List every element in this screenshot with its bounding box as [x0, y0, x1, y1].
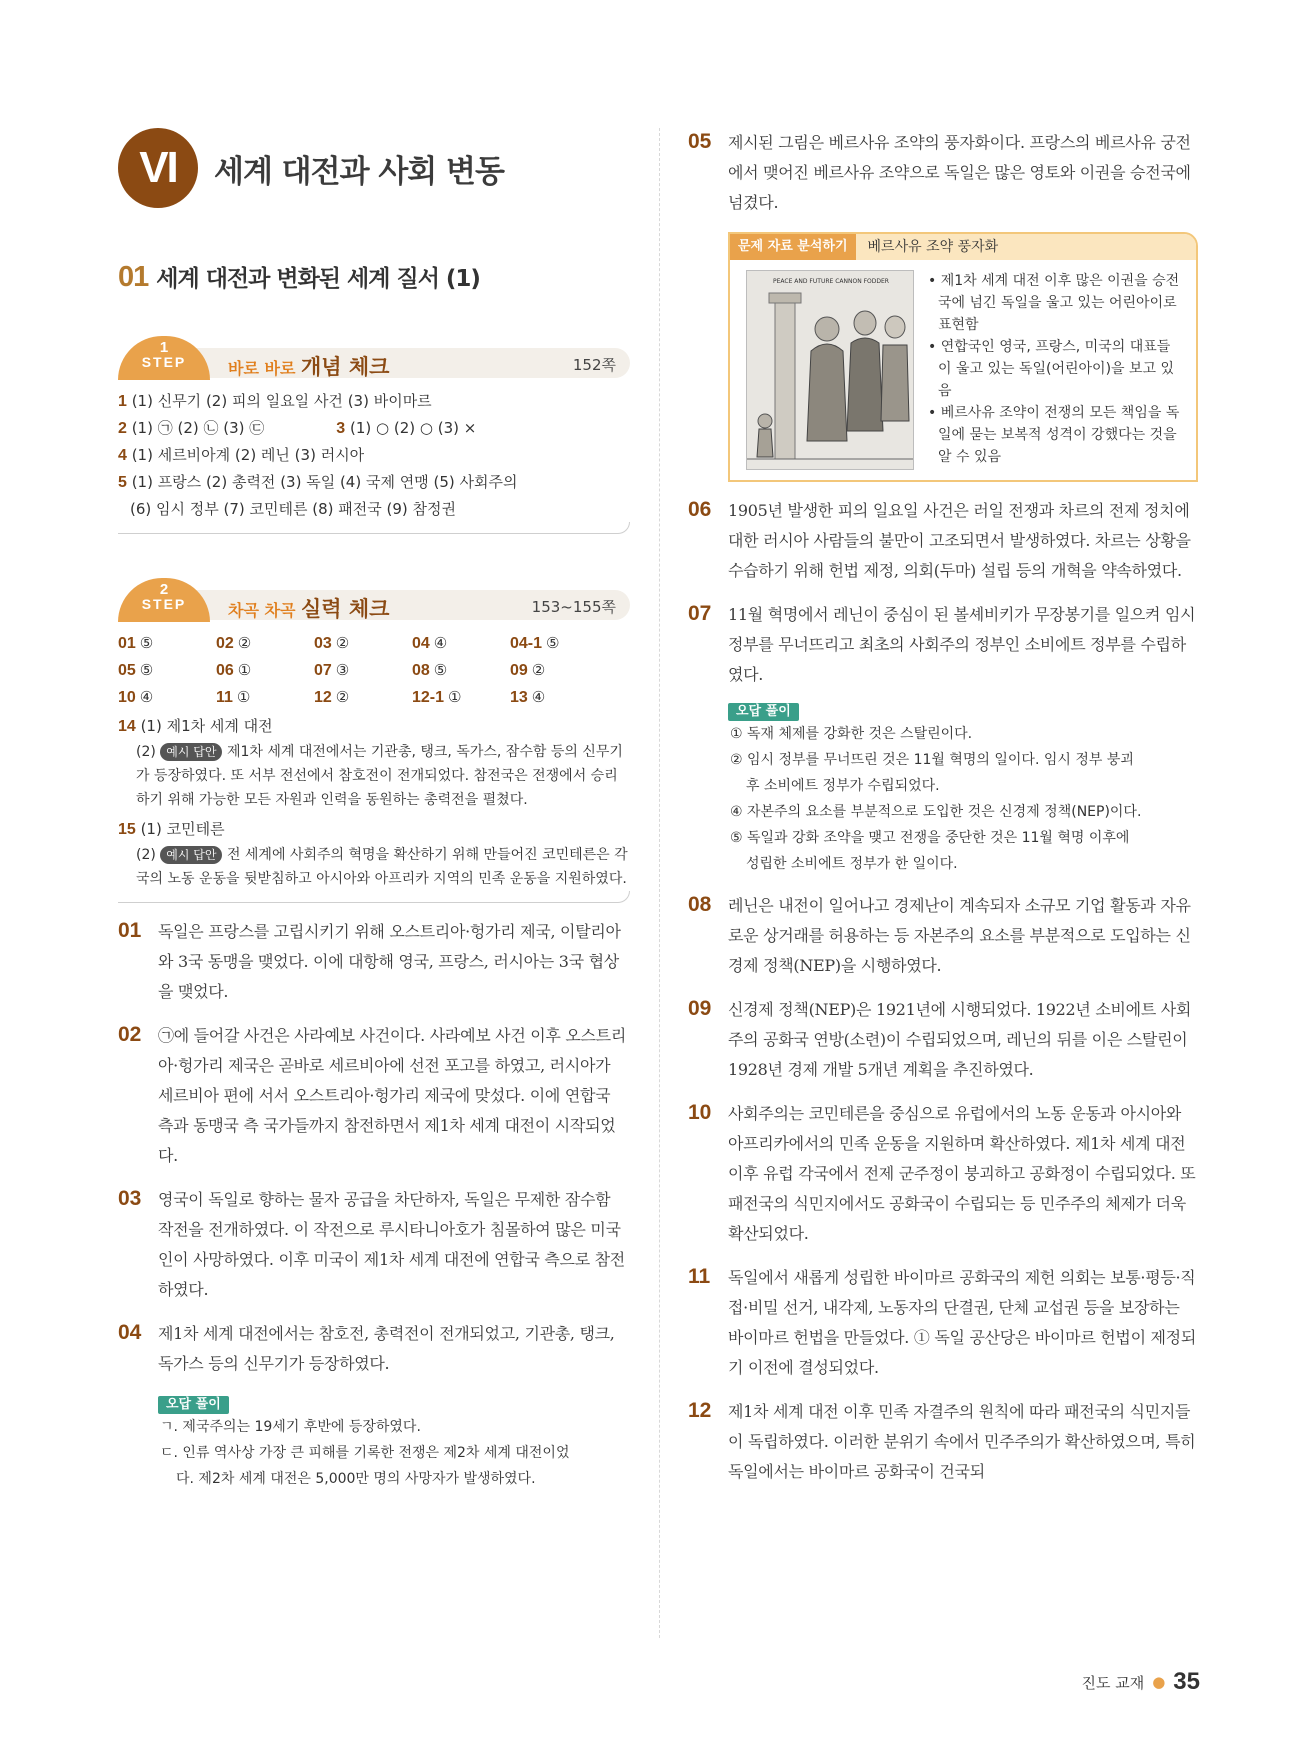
- grid-answer: [118, 657, 216, 684]
- odap-line: ① 독재 체제를 강화한 것은 스탈린이다.: [730, 726, 973, 742]
- grid-answer: [314, 657, 412, 684]
- answer-choice: ②: [335, 634, 350, 652]
- grid-answer: [510, 657, 608, 684]
- answer-line: [118, 442, 630, 469]
- answer-text: (1) ㉠ (2) ㉡ (3) ㉢: [131, 419, 265, 437]
- item-text: ㉠에 들어갈 사건은 사라예보 사건이다. 사라예보 사건 이후 오스트리아·헝가리 제국은 곧바로 세르비아에 선전 포고를 하였고, 러시아가 세르비아 편에 서서 오스트리아·헝가리 제국에 맞섰다. 이에 연합국 측과 동맹국 측 국가들까지 참전하면서 제1차 세계 대전이 시작되었다.: [158, 1026, 626, 1165]
- answer-line: [118, 469, 630, 496]
- right-column: [688, 128, 1198, 1487]
- right-explanations-a: [688, 128, 1198, 218]
- section-number: 01: [118, 261, 149, 293]
- odap-line: ② 임시 정부를 무너뜨린 것은 11월 혁명의 일이다. 임시 정부 붕괴: [730, 752, 1134, 768]
- example-answer-tag: 예시 답안: [160, 743, 222, 761]
- question-number: 09: [510, 662, 528, 679]
- answer-choice: ①: [237, 661, 252, 679]
- answer-choice: ⑤: [139, 661, 154, 679]
- answer-choice: ①: [448, 688, 462, 706]
- item-text: 영국이 독일로 향하는 물자 공급을 차단하자, 독일은 무제한 잠수함 작전을 전개하였다. 이 작전으로 루시타니아호가 침몰하여 많은 미국인이 사망하였다. 이후 미국이 제1차 세계 대전에 연합국 측으로 참전하였다.: [158, 1190, 625, 1299]
- odap-right: [688, 700, 1198, 877]
- question-number: 06: [216, 662, 234, 679]
- step2-label-pre: 차곡 차곡: [228, 601, 301, 620]
- explanation-item: [688, 995, 1198, 1085]
- analysis-header: [730, 234, 1196, 260]
- item-number: 05: [688, 130, 712, 153]
- analysis-bullet: • 제1차 세계 대전 이후 많은 이권을 승전국에 넘긴 독일을 울고 있는 어린아이로 표현함: [928, 270, 1182, 336]
- odap-tag: 오답 풀이: [158, 1396, 229, 1414]
- answer-text: (6) 임시 정부 (7) 코민테른 (8) 패전국 (9) 참정권: [130, 500, 456, 518]
- grid-answer: [510, 630, 608, 657]
- grid-answer: [314, 630, 412, 657]
- question-number: 13: [510, 689, 528, 706]
- item-number: 02: [118, 1023, 142, 1046]
- item-text: 사회주의는 코민테른을 중심으로 유럽에서의 노동 운동과 아시아와 아프리카에서의 민족 운동을 지원하며 확산하였다. 제1차 세계 대전 이후 유럽 각국에서 전제 군주정이 붕괴하고 공화정이 수립되었다. 또 패전국의 식민지에서도 공화국이 수립되는 등 민주주의 체제가 더욱 확산되었다.: [728, 1104, 1196, 1243]
- step1-border: [118, 522, 630, 534]
- question-number: 05: [118, 662, 136, 679]
- grid-answer: [314, 684, 412, 711]
- cartoon-drawing: [747, 271, 914, 470]
- q14-part2: [118, 740, 630, 812]
- answer-choice: ①: [236, 688, 251, 706]
- odap-line: 성립한 소비에트 정부가 한 일이다.: [746, 856, 958, 872]
- step1-label: [228, 351, 389, 381]
- explanation-item: [688, 1099, 1198, 1249]
- question-number: 12: [314, 689, 332, 706]
- answer-choice: ④: [531, 688, 546, 706]
- answer-text: (1) ○ (2) ○ (3) ×: [349, 419, 477, 437]
- grid-answer: [412, 657, 510, 684]
- answer-choice: ④: [139, 688, 154, 706]
- page-number: 35: [1173, 1668, 1200, 1695]
- q15-answer: 전 세계에 사회주의 혁명을 확산하기 위해 만들어진 코민테른은 각국의 노동 운동을 뒷받침하고 아시아와 아프리카 지역의 민족 운동을 지원하였다.: [136, 847, 628, 887]
- odap-line: ⑤ 독일과 강화 조약을 맺고 전쟁을 중단한 것은 11월 혁명 이후에: [730, 830, 1130, 846]
- answer-choice: ④: [433, 634, 448, 652]
- q15-part2: [118, 843, 630, 891]
- step2-page: 153~155쪽: [531, 598, 616, 616]
- item-text: 1905년 발생한 피의 일요일 사건은 러일 전쟁과 차르의 전제 정치에 대한 러시아 사람들의 불만이 고조되면서 발생하였다. 차르는 상황을 수습하기 위해 헌법 제정, 의회(두마) 설립 등의 개혁을 약속하였다.: [728, 501, 1191, 580]
- item-text: 레닌은 내전이 일어나고 경제난이 계속되자 소규모 기업 활동과 자유로운 상거래를 허용하는 등 자본주의 요소를 부분적으로 도입하는 신경제 정책(NEP)을 시행하였다.: [728, 896, 1191, 975]
- odap-line: 다. 제2차 세계 대전은 5,000만 명의 사망자가 발생하였다.: [176, 1471, 536, 1487]
- item-number: 01: [118, 919, 142, 942]
- item-text: 독일에서 새롭게 성립한 바이마르 공화국의 제헌 의회는 보통·평등·직접·비밀 선거, 내각제, 노동자의 단결권, 단체 교섭권 등을 보장하는 바이마르 헌법을 만들었다. ① 독일 공산당은 바이마르 헌법이 제정되기 이전에 결성되었다.: [728, 1268, 1196, 1377]
- odap-tag: 오답 풀이: [728, 703, 799, 721]
- question-number: 3: [336, 420, 346, 437]
- explanation-item: [118, 1021, 630, 1171]
- question-number: 5: [118, 474, 127, 491]
- odap-line: ㄱ. 제국주의는 19세기 후반에 등장하였다.: [160, 1419, 421, 1435]
- grid-answer: [216, 657, 314, 684]
- answer-line: [118, 388, 630, 415]
- step2-border: [118, 891, 630, 903]
- odap-left: [118, 1393, 630, 1492]
- step2-header: [118, 581, 630, 622]
- explanation-item: [688, 1397, 1198, 1487]
- analysis-bullet: • 연합국인 영국, 프랑스, 미국의 대표들이 울고 있는 독일(어린아이)을 보고 있음: [928, 336, 1182, 402]
- explanation-item: [688, 496, 1198, 586]
- answer-text: (1) 프랑스 (2) 총력전 (3) 독일 (4) 국제 연맹 (5) 사회주의: [131, 473, 518, 491]
- item-number: 11: [688, 1265, 711, 1288]
- explanation-item: [688, 1263, 1198, 1383]
- versailles-cartoon-image: [746, 270, 914, 470]
- step1-label-pre: 바로 바로: [228, 359, 301, 378]
- grid-answer: [118, 630, 216, 657]
- analysis-bullets: [928, 270, 1182, 470]
- step1-label-main: 개념 체크: [300, 355, 390, 379]
- item-number: 06: [688, 498, 712, 521]
- item-text: 11월 혁명에서 레닌이 중심이 된 볼셰비키가 무장봉기를 일으켜 임시 정부를 무너뜨리고 최초의 사회주의 정부인 소비에트 정부를 수립하였다.: [728, 605, 1196, 684]
- odap-line: 후 소비에트 정부가 수립되었다.: [746, 778, 940, 794]
- question-number: 2: [118, 420, 127, 437]
- step2-label: [228, 593, 389, 623]
- item-text: 제시된 그림은 베르사유 조약의 풍자화이다. 프랑스의 베르사유 궁전에서 맺어진 베르사유 조약으로 독일은 많은 영토와 이권을 승전국에 넘겼다.: [728, 133, 1191, 212]
- step2-number: 2: [159, 581, 169, 598]
- question-number: 12-1: [412, 689, 445, 706]
- answer-choice: ②: [237, 634, 252, 652]
- odap-line: ④ 자본주의 요소를 부분적으로 도입한 것은 신경제 정책(NEP)이다.: [730, 804, 1142, 820]
- right-explanations-b: [688, 496, 1198, 690]
- part-label: (2): [136, 744, 156, 760]
- section-title: 세계 대전과 변화된 세계 질서 (1): [156, 266, 480, 292]
- item-number: 12: [688, 1399, 712, 1422]
- question-number: 10: [118, 689, 136, 706]
- part-label: (2): [136, 847, 156, 863]
- question-number: 04: [412, 635, 430, 652]
- answer-choice: ⑤: [433, 661, 448, 679]
- question-number: 08: [412, 662, 430, 679]
- explanation-item: [118, 1319, 630, 1379]
- q14: [118, 713, 630, 740]
- step1-number: 1: [159, 339, 169, 356]
- question-number: 4: [118, 447, 127, 464]
- analysis-tag: 문제 자료 분석하기: [730, 234, 856, 260]
- answer-text: (1) 세르비아계 (2) 레닌 (3) 러시아: [131, 446, 365, 464]
- right-explanations-c: [688, 891, 1198, 1487]
- footer-label: 진도 교재: [1081, 1673, 1145, 1692]
- explanation-item: [118, 917, 630, 1007]
- q14-part1: (1) 제1차 세계 대전: [140, 717, 273, 735]
- left-explanations: [118, 917, 630, 1379]
- step1-page: 152쪽: [572, 356, 616, 374]
- footer-dot: ●: [1152, 1673, 1166, 1691]
- step1-word: STEP: [141, 354, 187, 370]
- unit-header: [118, 128, 630, 208]
- answer-choice: ⑤: [546, 634, 560, 652]
- answer-grid: [118, 630, 630, 711]
- answer-choice: ⑤: [139, 634, 154, 652]
- explanation-item: [118, 1185, 630, 1305]
- q15: [118, 816, 630, 843]
- item-text: 제1차 세계 대전 이후 민족 자결주의 원칙에 따라 패전국의 식민지들이 독립하였다. 이러한 분위기 속에서 민주주의가 확산하였으며, 특히 독일에서는 바이마르 공화국이 건국되: [728, 1402, 1196, 1481]
- odap-line: ㄷ. 인류 역사상 가장 큰 피해를 기록한 전쟁은 제2차 세계 대전이었: [160, 1445, 570, 1461]
- grid-answer: [412, 630, 510, 657]
- unit-title: 세계 대전과 사회 변동: [214, 153, 504, 190]
- item-number: 04: [118, 1321, 142, 1344]
- answer-choice: ③: [335, 661, 350, 679]
- question-number: 1: [118, 393, 127, 410]
- grid-answer: [412, 684, 510, 711]
- column-divider: [659, 128, 660, 1638]
- question-number: 01: [118, 635, 136, 652]
- item-number: 07: [688, 602, 712, 625]
- item-text: 신경제 정책(NEP)은 1921년에 시행되었다. 1922년 소비에트 사회주의 공화국 연방(소련)이 수립되었으며, 레닌의 뒤를 이은 스탈린이 1928년 경제 개발 5개년 계획을 추진하였다.: [728, 1000, 1192, 1079]
- item-number: 03: [118, 1187, 142, 1210]
- item-number: 08: [688, 893, 712, 916]
- question-number: 14: [118, 718, 136, 735]
- step1-answers: [118, 380, 630, 534]
- grid-answer: [216, 684, 314, 711]
- left-column: [118, 128, 630, 1492]
- answer-choice: ②: [335, 688, 350, 706]
- unit-badge: VI: [118, 128, 198, 208]
- page-footer: [1081, 1668, 1200, 1696]
- step2-word: STEP: [141, 596, 187, 612]
- step2-label-main: 실력 체크: [300, 597, 390, 621]
- question-number: 07: [314, 662, 332, 679]
- analysis-box: [728, 232, 1198, 482]
- explanation-item: [688, 600, 1198, 690]
- question-number: 15: [118, 821, 136, 838]
- q15-part1: (1) 코민테른: [140, 820, 225, 838]
- answer-line: [118, 496, 630, 522]
- step2-badge: [118, 578, 210, 622]
- grid-answer: [216, 630, 314, 657]
- answer-choice: ②: [531, 661, 546, 679]
- item-number: 10: [688, 1101, 712, 1124]
- question-number: 11: [216, 689, 233, 706]
- step1-badge: [118, 336, 210, 380]
- explanation-item: [688, 891, 1198, 981]
- analysis-body: [730, 260, 1196, 480]
- question-number: 04-1: [510, 635, 543, 652]
- explanation-item: [688, 128, 1198, 218]
- question-number: 03: [314, 635, 332, 652]
- step1-bar: [150, 348, 630, 378]
- item-text: 제1차 세계 대전에서는 참호전, 총력전이 전개되었고, 기관총, 탱크, 독가스 등의 신무기가 등장하였다.: [158, 1324, 615, 1373]
- question-number: 02: [216, 635, 234, 652]
- step2-answers: [118, 622, 630, 903]
- analysis-title: 베르사유 조약 풍자화: [856, 234, 1196, 260]
- cartoon-caption: PEACE AND FUTURE CANNON FODDER: [773, 278, 889, 285]
- answer-text: (1) 신무기 (2) 피의 일요일 사건 (3) 바이마르: [131, 392, 432, 410]
- section-header: [118, 260, 630, 294]
- grid-answer: [118, 684, 216, 711]
- analysis-bullet: • 베르사유 조약이 전쟁의 모든 책임을 독일에 묻는 보복적 성격이 강했다는 것을 알 수 있음: [928, 402, 1182, 468]
- item-text: 독일은 프랑스를 고립시키기 위해 오스트리아·헝가리 제국, 이탈리아와 3국 동맹을 맺었다. 이에 대항해 영국, 프랑스, 러시아는 3국 협상을 맺었다.: [158, 922, 621, 1001]
- grid-answer: [510, 684, 608, 711]
- answer-line: [118, 415, 630, 442]
- step1-header: [118, 339, 630, 380]
- example-answer-tag: 예시 답안: [160, 846, 222, 864]
- q14-answer: 제1차 세계 대전에서는 기관총, 탱크, 독가스, 잠수함 등의 신무기가 등장하였다. 또 서부 전선에서 참호전이 전개되었다. 참전국은 전쟁에서 승리하기 위해 가능한 모든 자원과 인력을 동원하는 총력전을 펼쳤다.: [136, 744, 623, 808]
- item-number: 09: [688, 997, 712, 1020]
